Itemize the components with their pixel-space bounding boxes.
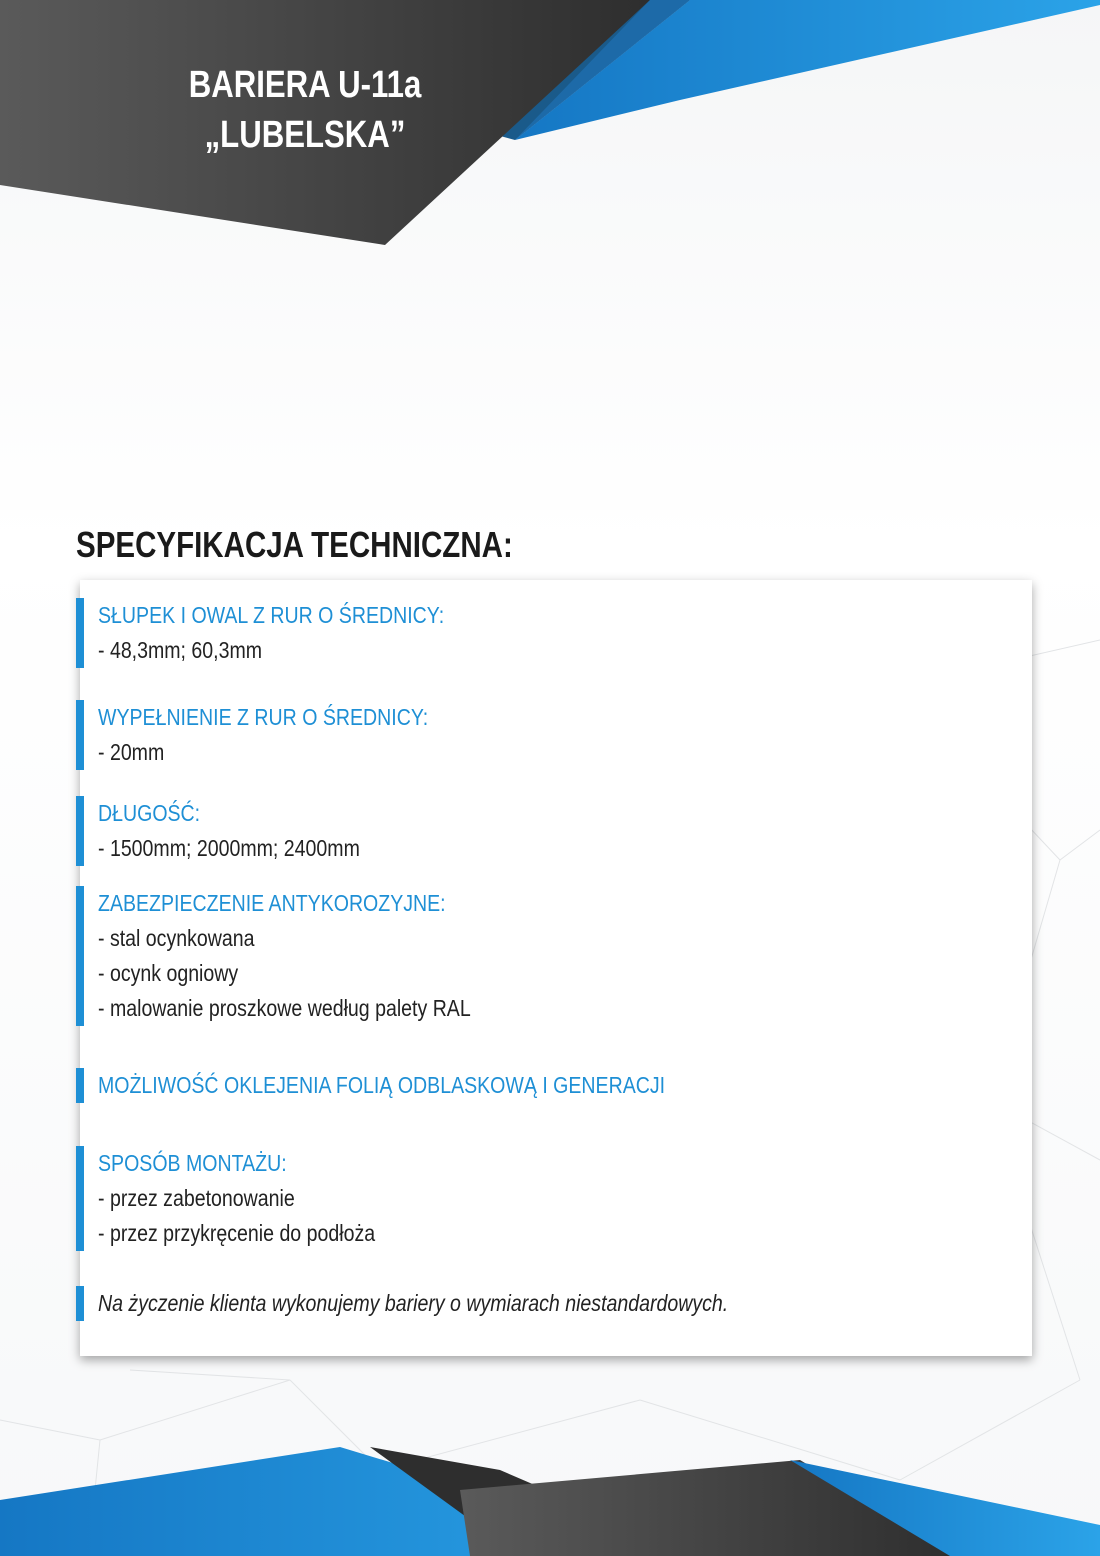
spec-block-reflective-foil [76, 1068, 765, 1103]
spec-label: DŁUGOŚĆ: [98, 800, 201, 826]
title-line-1: BARIERA U-11a [188, 64, 422, 106]
spec-value: - 20mm [98, 739, 165, 765]
spec-value: - stal ocynkowana [98, 925, 255, 951]
spec-block-note [76, 1286, 839, 1321]
custom-dimensions-note: Na życzenie klienta wykonujemy bariery o wymiarach niestandardowych. [98, 1290, 729, 1316]
spec-value: - 48,3mm; 60,3mm [98, 637, 263, 663]
spec-block-length [76, 796, 406, 866]
spec-block-post-diameter [76, 598, 505, 668]
title-line-2: „LUBELSKA” [204, 114, 406, 156]
spec-label: SPOSÓB MONTAŻU: [98, 1150, 287, 1176]
specification-card [80, 580, 1032, 1356]
spec-label: SŁUPEK I OWAL Z RUR O ŚREDNICY: [98, 602, 445, 628]
section-heading: SPECYFIKACJA TECHNICZNA: [76, 524, 513, 565]
spec-block-fill-diameter [76, 700, 487, 770]
spec-value: - 1500mm; 2000mm; 2400mm [98, 835, 360, 861]
spec-value: - malowanie proszkowe według palety RAL [98, 995, 471, 1021]
spec-value: - przez przykręcenie do podłoża [98, 1220, 376, 1246]
spec-block-mounting [76, 1146, 424, 1251]
spec-label: WYPEŁNIENIE Z RUR O ŚREDNICY: [98, 704, 429, 730]
document-title [153, 60, 456, 160]
spec-value: - ocynk ogniowy [98, 960, 239, 986]
spec-value: - przez zabetonowanie [98, 1185, 295, 1211]
spec-label: MOŻLIWOŚĆ OKLEJENIA FOLIĄ ODBLASKOWĄ I GENERACJI [98, 1072, 666, 1098]
spec-block-corrosion-protection [76, 886, 537, 1026]
spec-label: ZABEZPIECZENIE ANTYKOROZYJNE: [98, 890, 446, 916]
